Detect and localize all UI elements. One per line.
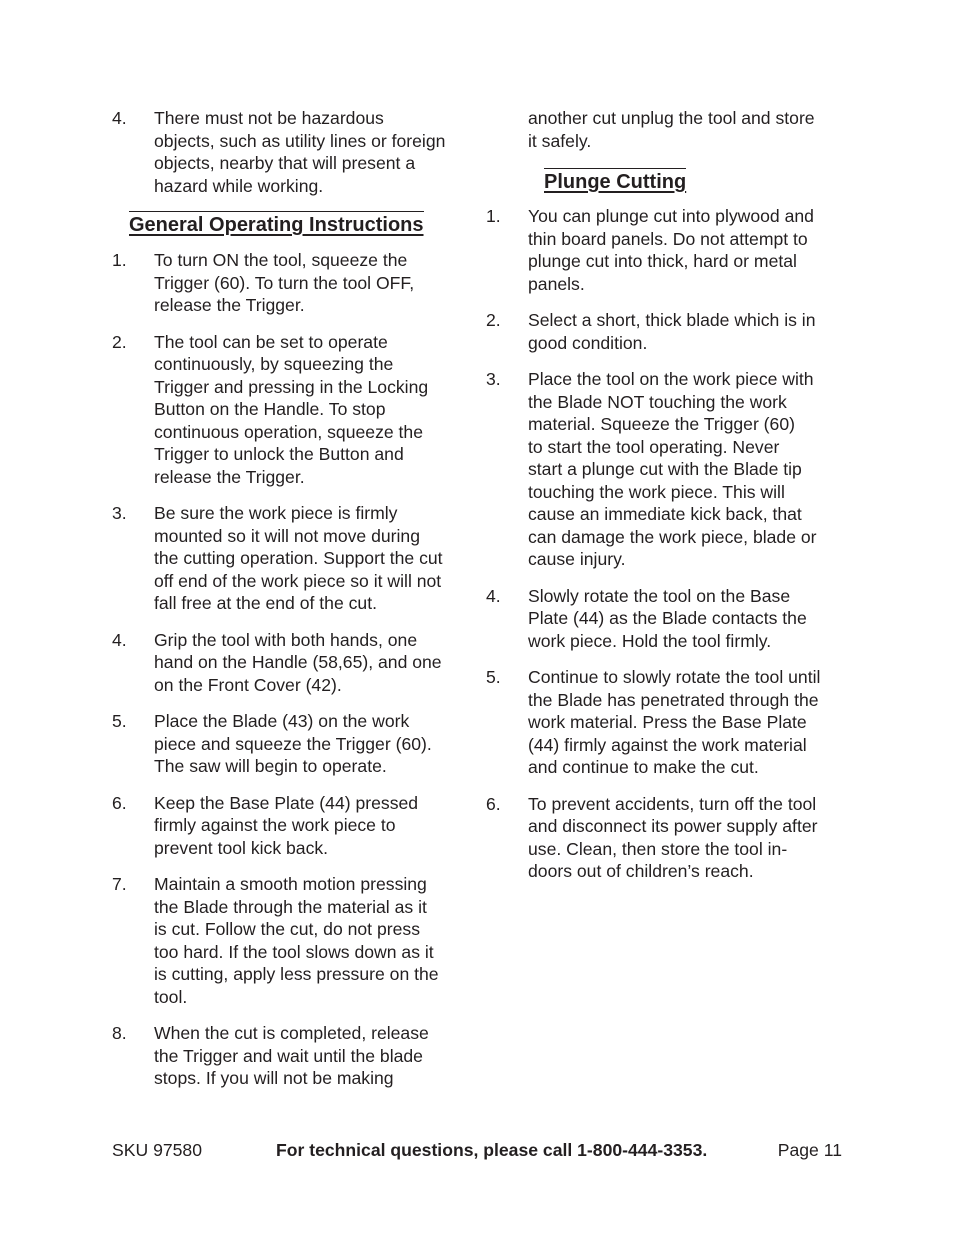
list-item xyxy=(486,309,846,354)
item-text: Grip the tool with both hands, one hand on the Handle (58,65), and one on the Front Cover (42). xyxy=(154,629,442,695)
item-number: 6. xyxy=(486,793,501,814)
list-item xyxy=(486,793,846,883)
sku-number: SKU 97580 xyxy=(112,1140,202,1160)
item-text: When the cut is completed, release the Trigger and wait until the blade stops. If you will not be making xyxy=(154,1023,429,1088)
general-operating-heading-wrap xyxy=(112,211,472,237)
list-item xyxy=(112,792,472,860)
item-text: Maintain a smooth motion pressing the Blade through the material as it is cut. Follow the cut, do not press too hard. If the tool slows down as it is cutting, apply less pressure on the tool. xyxy=(154,874,439,1007)
item-text: Select a short, thick blade which is in good condition. xyxy=(528,310,816,353)
plunge-cutting-heading-wrap xyxy=(486,168,846,194)
section-heading-general-operating: General Operating Instructions xyxy=(129,211,424,237)
list-item xyxy=(112,629,472,697)
list-item xyxy=(486,585,846,653)
item-number: 3. xyxy=(486,369,501,389)
list-item xyxy=(486,666,846,779)
item-number: 4. xyxy=(112,108,127,128)
list-item xyxy=(486,368,846,571)
page-number: Page 11 xyxy=(777,1140,842,1160)
list-item xyxy=(112,1022,472,1090)
item-text: Be sure the work piece is firmly mounted so it will not move during the cutting operation. Support the cut off end of the work piece so it will not fall free at the end of the cut. xyxy=(154,503,443,613)
item-number: 5. xyxy=(112,711,127,731)
item-number: 3. xyxy=(112,503,127,523)
item-text: Slowly rotate the tool on the Base Plate (44) as the Blade contacts the work piece. Hold the tool firmly. xyxy=(528,585,807,651)
item-text: To turn ON the tool, squeeze the Trigger (60). To turn the tool OFF, release the Trigger. xyxy=(154,250,415,315)
item-text: Place the Blade (43) on the work piece and squeeze the Trigger (60). The saw will begin to operate. xyxy=(154,711,432,776)
right-column xyxy=(486,107,846,897)
item-number: 8. xyxy=(112,1023,127,1043)
item-number: 2. xyxy=(112,331,127,352)
item-number: 6. xyxy=(112,792,127,813)
item-text: Keep the Base Plate (44) pressed firmly against the work piece to prevent tool kick back. xyxy=(154,792,419,858)
list-item xyxy=(112,331,472,489)
item-text: To prevent accidents, turn off the tool and disconnect its power supply after use. Clean, then store the tool in- doors out of children’s reach. xyxy=(528,793,818,881)
item-number: 1. xyxy=(112,250,127,270)
item-text: Place the tool on the work piece with the Blade NOT touching the work material. Squeeze the Trigger (60) to start the tool operating. Never start a plunge cut with the Blade tip touching the work piece. This will cause an immediate kick back, that can damage the work piece, blade or cause injury. xyxy=(528,369,817,569)
list-item xyxy=(112,249,472,317)
list-item xyxy=(112,107,472,197)
item-text: There must not be hazardous objects, such as utility lines or foreign objects, nearby that will present a hazard while working. xyxy=(154,108,446,196)
page-footer xyxy=(112,1140,842,1164)
list-item xyxy=(112,873,472,1008)
technical-support-line: For technical questions, please call 1-800-444-3353. xyxy=(276,1140,708,1160)
item-number: 1. xyxy=(486,206,501,226)
list-item xyxy=(112,710,472,778)
list-item xyxy=(112,502,472,615)
item-number: 4. xyxy=(486,585,501,606)
item-number: 5. xyxy=(486,667,501,687)
section-heading-plunge-cutting: Plunge Cutting xyxy=(544,168,686,194)
item-text: Continue to slowly rotate the tool until the Blade has penetrated through the work material. Press the Base Plate (44) firmly against the work material and continue to make the cut. xyxy=(528,667,821,777)
list-item xyxy=(486,205,846,295)
left-column xyxy=(112,107,472,1104)
item-text: The tool can be set to operate continuously, by squeezing the Trigger and pressing in the Locking Button on the Handle. To stop continuous operation, squeeze the Trigger to unlock the Button and release the Trigger. xyxy=(154,331,429,487)
item-number: 4. xyxy=(112,629,127,650)
continued-text: another cut unplug the tool and store it safely. xyxy=(528,108,815,151)
item-number: 2. xyxy=(486,310,501,330)
item-number: 7. xyxy=(112,874,127,894)
item-text: You can plunge cut into plywood and thin board panels. Do not attempt to plunge cut into thick, hard or metal panels. xyxy=(528,206,814,294)
